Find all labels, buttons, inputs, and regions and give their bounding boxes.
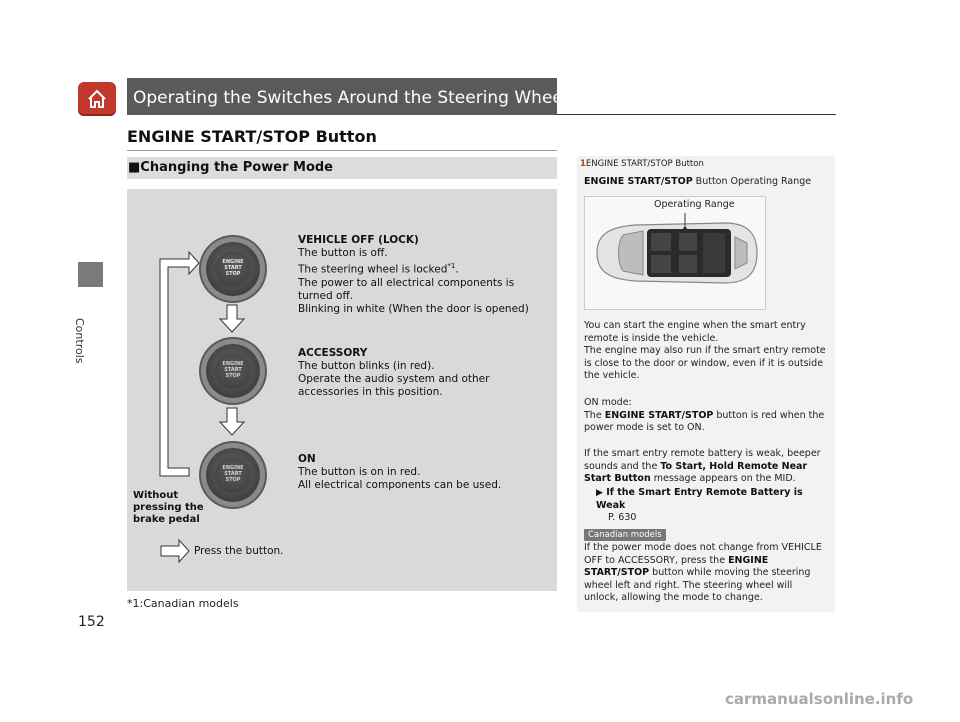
page-number: 152 <box>78 614 105 630</box>
note-canadian: If the power mode does not change from VEHICLE OFF to ACCESSORY, press the ENGINE START/STOP button while moving the steering wheel left and right. The steering wheel will unlock, allowing the mode to change. <box>584 542 822 603</box>
subsection-marker: ■ <box>128 160 141 175</box>
xref-weak-battery[interactable]: ▶ If the Smart Entry Remote Battery is Weak P. 630 <box>596 487 803 523</box>
engine-button-off-image: ENGINE START STOP <box>206 242 260 296</box>
without-pedal-label: Without pressing the brake pedal <box>133 490 204 525</box>
footnote: *1:Canadian models <box>127 597 239 610</box>
ref-marker-icon: 1 <box>580 159 586 169</box>
note-weak-battery: If the smart entry remote battery is weak, beeper sounds and the To Start, Hold Remote Near Start Button message appears on the MID. <box>584 448 821 484</box>
subsection-title <box>128 160 333 175</box>
press-arrow-icon <box>161 540 189 562</box>
return-loop-arrow-icon <box>160 252 199 476</box>
state-accessory: ACCESSORY The button blinks (in red). Operate the audio system and other accessories in this position. <box>298 347 550 399</box>
subsection-title-text: Changing the Power Mode <box>140 160 333 175</box>
section-tab-label: Controls <box>73 318 86 364</box>
section-tab <box>78 262 103 287</box>
press-button-label: Press the button. <box>194 545 284 557</box>
page-title: Operating the Switches Around the Steering Wheel <box>133 88 568 108</box>
down-arrow-icon <box>220 305 244 332</box>
xref-arrow-icon: ▶ <box>596 488 603 498</box>
section-rule <box>127 150 557 151</box>
down-arrow-icon <box>220 408 244 435</box>
state-vehicle-off: VEHICLE OFF (LOCK) The button is off. The steering wheel is locked$^{*1}$. The power to all electrical components is turned off. Blinking in white (When the door is opened) <box>298 234 550 316</box>
state-off-name: VEHICLE OFF (LOCK) <box>298 234 419 246</box>
canadian-models-badge: Canadian models <box>584 529 666 541</box>
op-range-label: Operating Range <box>654 199 735 210</box>
state-accessory-name: ACCESSORY <box>298 347 368 359</box>
note-on-mode: ON mode: The ENGINE START/STOP button is red when the power mode is set to ON. <box>584 397 825 433</box>
footnote-mark: *1 <box>447 262 456 270</box>
engine-button-accessory-image: ENGINE START STOP <box>206 344 260 398</box>
home-icon <box>86 88 108 110</box>
notes-ref-title: 1ENGINE START/STOP Button <box>580 159 704 169</box>
note-p2: The engine may also run if the smart entry remote is close to the door or window, even if it is outside the vehicle. <box>584 345 826 381</box>
state-on-name: ON <box>298 453 316 465</box>
note-p1: You can start the engine when the smart entry remote is inside the vehicle. <box>584 320 806 344</box>
header-rule <box>557 114 836 115</box>
op-range-caption: ENGINE START/STOP Button Operating Range <box>584 176 812 187</box>
car-top-view-image <box>584 196 766 310</box>
section-title: ENGINE START/STOP Button <box>127 127 377 146</box>
watermark: carmanualsonline.info <box>725 690 914 708</box>
engine-button-on-image: ENGINE START STOP <box>206 448 260 502</box>
home-button[interactable] <box>78 82 116 116</box>
state-on: ON The button is on in red. All electrical components can be used. <box>298 453 550 492</box>
